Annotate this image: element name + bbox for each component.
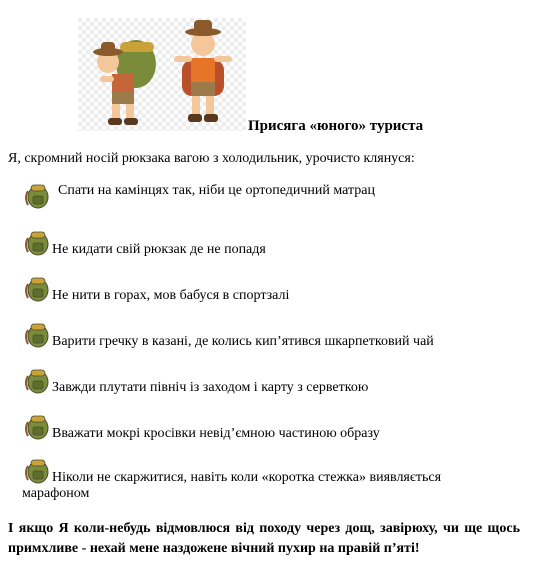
list-item — [22, 412, 522, 443]
list-item-text: Ніколи не скаржитися, навіть коли «коротка стежка» виявляється — [52, 470, 442, 485]
list-item-text: Спати на камінцях так, ніби це ортопедичний матрац — [58, 183, 375, 198]
backpack-icon — [22, 456, 52, 484]
list-item — [22, 366, 522, 397]
list-item — [22, 456, 522, 487]
backpack-icon — [22, 274, 52, 302]
list-item-continuation: марафоном — [22, 486, 90, 501]
list-item-text: Не кидати свій рюкзак де не попадя — [52, 242, 266, 257]
oath-closing: І якщо Я коли-небудь відмовлюся від походу через дощ, завірюху, чи ще щось примхливе - нехай мене наздожене вічний пухир на правій п’яті! — [8, 521, 520, 556]
list-item-text: Завжди плутати північ із заходом і карту з серветкою — [52, 380, 369, 395]
backpack-icon — [22, 366, 52, 394]
list-item-text: Вважати мокрі кросівки невід’ємною частиною образу — [52, 426, 380, 441]
backpack-icon — [22, 181, 52, 209]
backpack-icon — [22, 412, 52, 440]
list-item-text: Не нити в горах, мов бабуся в спортзалі — [52, 288, 290, 303]
list-item — [22, 274, 522, 305]
oath-intro: Я, скромний носій рюкзака вагою з холодильник, урочисто клянуся: — [8, 151, 415, 166]
list-item-text: Варити гречку в казані, де колись кип’ятився шкарпетковий чай — [52, 334, 434, 349]
list-item — [22, 228, 522, 259]
list-item — [22, 181, 522, 200]
backpack-icon — [22, 228, 52, 256]
list-item — [22, 320, 522, 351]
oath-title: Присяга «юного» туриста — [248, 118, 424, 134]
backpack-icon — [22, 320, 52, 348]
